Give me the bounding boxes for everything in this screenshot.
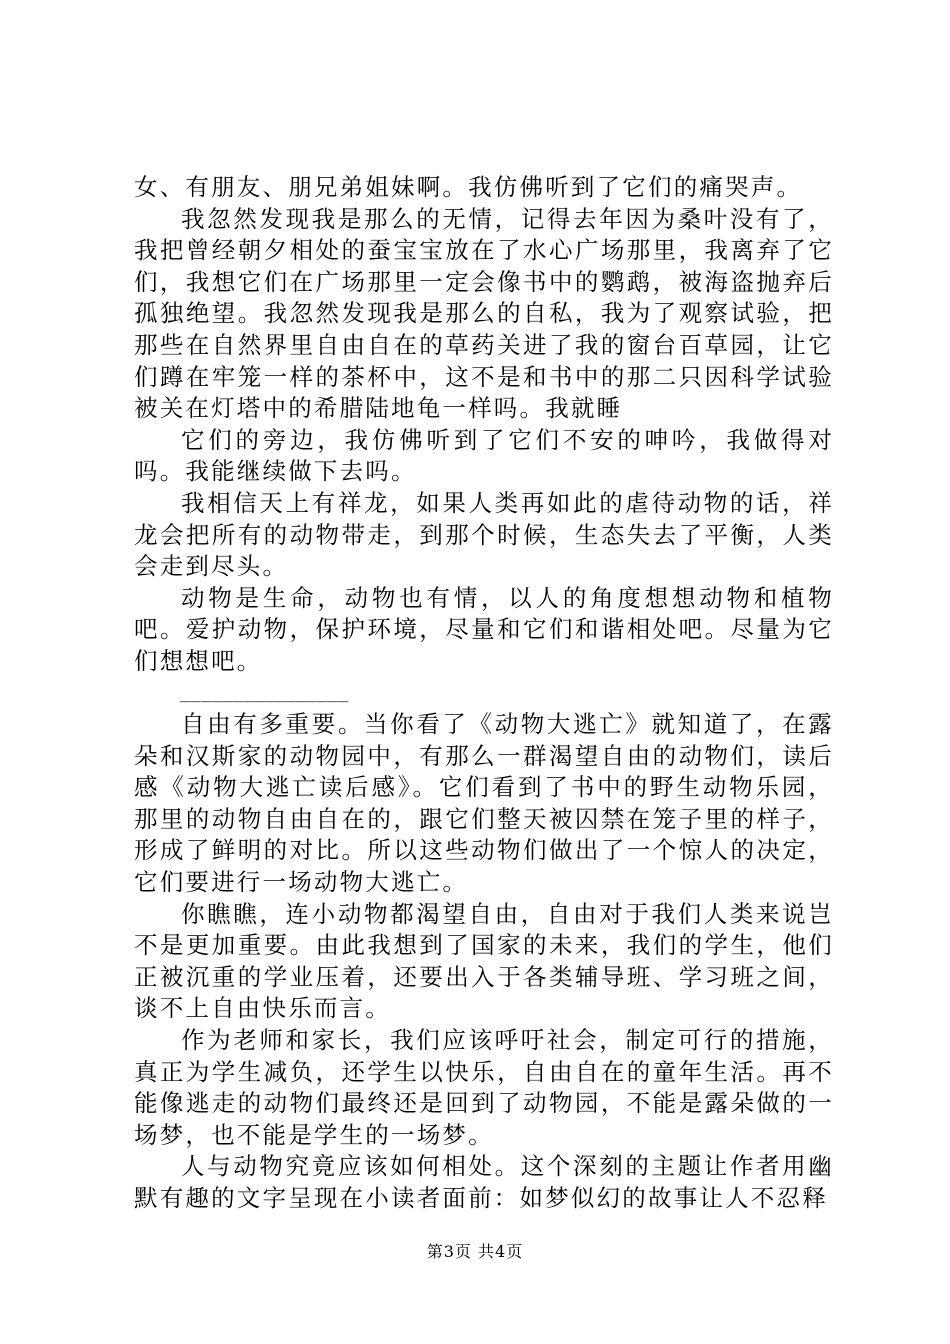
document-body	[134, 172, 834, 1215]
section-separator	[134, 678, 834, 710]
paragraph-continued: 女、有朋友、朋兄弟姐妹啊。我仿佛听到了它们的痛哭声。	[134, 173, 803, 201]
paragraph: 你瞧瞧，连小动物都渴望自由，自由对于我们人类来说岂不是更加重要。由此我想到了国家的未来，我们的学生，他们正被沉重的学业压着，还要出入于各类辅导班、学习班之间，谈不上自由快乐而言。	[134, 899, 834, 1023]
paragraph: 我忽然发现我是那么的无情，记得去年因为桑叶没有了，我把曾经朝夕相处的蚕宝宝放在了水心广场那里，我离弃了它们，我想它们在广场那里一定会像书中的鹦鹉，被海盗抛弃后孤独绝望。我忽然发现我是那么的自私，我为了观察试验，把那些在自然界里自由自在的草药关进了我的窗台百草园，让它们蹲在牢笼一样的茶杯中，这不是和书中的那二只因科学试验被关在灯塔中的希腊陆地龟一样吗。我就睡	[134, 204, 834, 423]
page-number-label: 第3页 共4页	[426, 1242, 524, 1261]
page-footer	[0, 1242, 950, 1262]
paragraph: 我相信天上有祥龙，如果人类再如此的虐待动物的话，祥龙会把所有的动物带走，到那个时候，生态失去了平衡，人类会走到尽头。	[134, 488, 834, 581]
paragraph: 作为老师和家长，我们应该呼吁社会，制定可行的措施，真正为学生减负，还学生以快乐，自由自在的童年生活。再不能像逃走的动物们最终还是回到了动物园，不能是露朵做的一场梦，也不能是学生的一场梦。	[134, 1026, 834, 1149]
paragraph: 它们的旁边，我仿佛听到了它们不安的呻吟，我做得对吗。我能继续做下去吗。	[134, 425, 834, 486]
paragraph: 动物是生命，动物也有情，以人的角度想想动物和植物吧。爱护动物，保护环境，尽量和它们和谐相处吧。尽量为它们想想吧。	[134, 583, 834, 675]
paragraph: 自由有多重要。当你看了《动物大逃亡》就知道了，在露朵和汉斯家的动物园中，有那么一群渴望自由的动物们，读后感《动物大逃亡读后感》。它们看到了书中的野生动物乐园，那里的动物自由自在的，跟它们整天被囚禁在笼子里的样子，形成了鲜明的对比。所以这些动物们做出了一个惊人的决定，它们要进行一场动物大逃亡。	[134, 710, 834, 897]
separator-line: ________________	[180, 682, 349, 703]
paragraph: 人与动物究竟应该如何相处。这个深刻的主题让作者用幽默有趣的文字呈现在小读者面前：如梦似幻的故事让人不忍释	[134, 1152, 834, 1212]
